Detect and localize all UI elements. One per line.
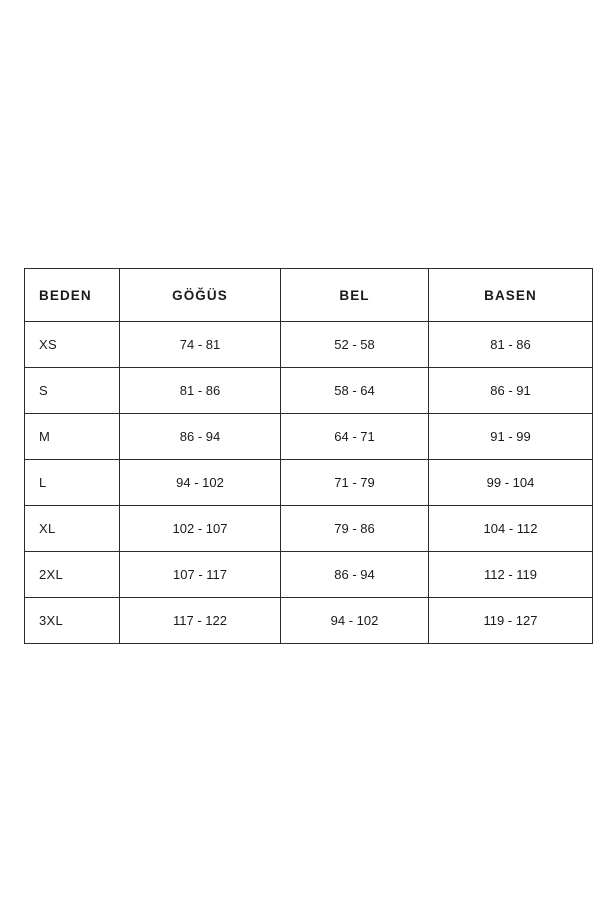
column-header-chest: GÖĞÜS — [120, 269, 281, 322]
table-row — [25, 552, 593, 598]
cell-hip: 86 - 91 — [429, 368, 593, 414]
cell-size: XS — [25, 322, 120, 368]
cell-waist: 79 - 86 — [281, 506, 429, 552]
table-row — [25, 460, 593, 506]
cell-hip: 91 - 99 — [429, 414, 593, 460]
cell-size: XL — [25, 506, 120, 552]
table-header-row — [25, 269, 593, 322]
column-header-waist: BEL — [281, 269, 429, 322]
cell-size: L — [25, 460, 120, 506]
cell-waist: 58 - 64 — [281, 368, 429, 414]
table-row — [25, 598, 593, 644]
cell-waist: 86 - 94 — [281, 552, 429, 598]
cell-size: S — [25, 368, 120, 414]
table-header — [25, 269, 593, 322]
table-row — [25, 322, 593, 368]
column-header-hip: BASEN — [429, 269, 593, 322]
cell-chest: 94 - 102 — [120, 460, 281, 506]
cell-waist: 64 - 71 — [281, 414, 429, 460]
table-row — [25, 368, 593, 414]
cell-chest: 102 - 107 — [120, 506, 281, 552]
cell-size: M — [25, 414, 120, 460]
cell-waist: 52 - 58 — [281, 322, 429, 368]
column-header-size: BEDEN — [25, 269, 120, 322]
cell-hip: 99 - 104 — [429, 460, 593, 506]
size-chart-table-wrap — [24, 268, 576, 644]
cell-hip: 119 - 127 — [429, 598, 593, 644]
cell-hip: 104 - 112 — [429, 506, 593, 552]
cell-chest: 117 - 122 — [120, 598, 281, 644]
cell-size: 3XL — [25, 598, 120, 644]
table-row — [25, 414, 593, 460]
cell-waist: 94 - 102 — [281, 598, 429, 644]
cell-waist: 71 - 79 — [281, 460, 429, 506]
size-chart-table — [24, 268, 593, 644]
cell-chest: 74 - 81 — [120, 322, 281, 368]
cell-hip: 81 - 86 — [429, 322, 593, 368]
cell-hip: 112 - 119 — [429, 552, 593, 598]
table-body — [25, 322, 593, 644]
cell-size: 2XL — [25, 552, 120, 598]
table-row — [25, 506, 593, 552]
cell-chest: 86 - 94 — [120, 414, 281, 460]
cell-chest: 107 - 117 — [120, 552, 281, 598]
cell-chest: 81 - 86 — [120, 368, 281, 414]
